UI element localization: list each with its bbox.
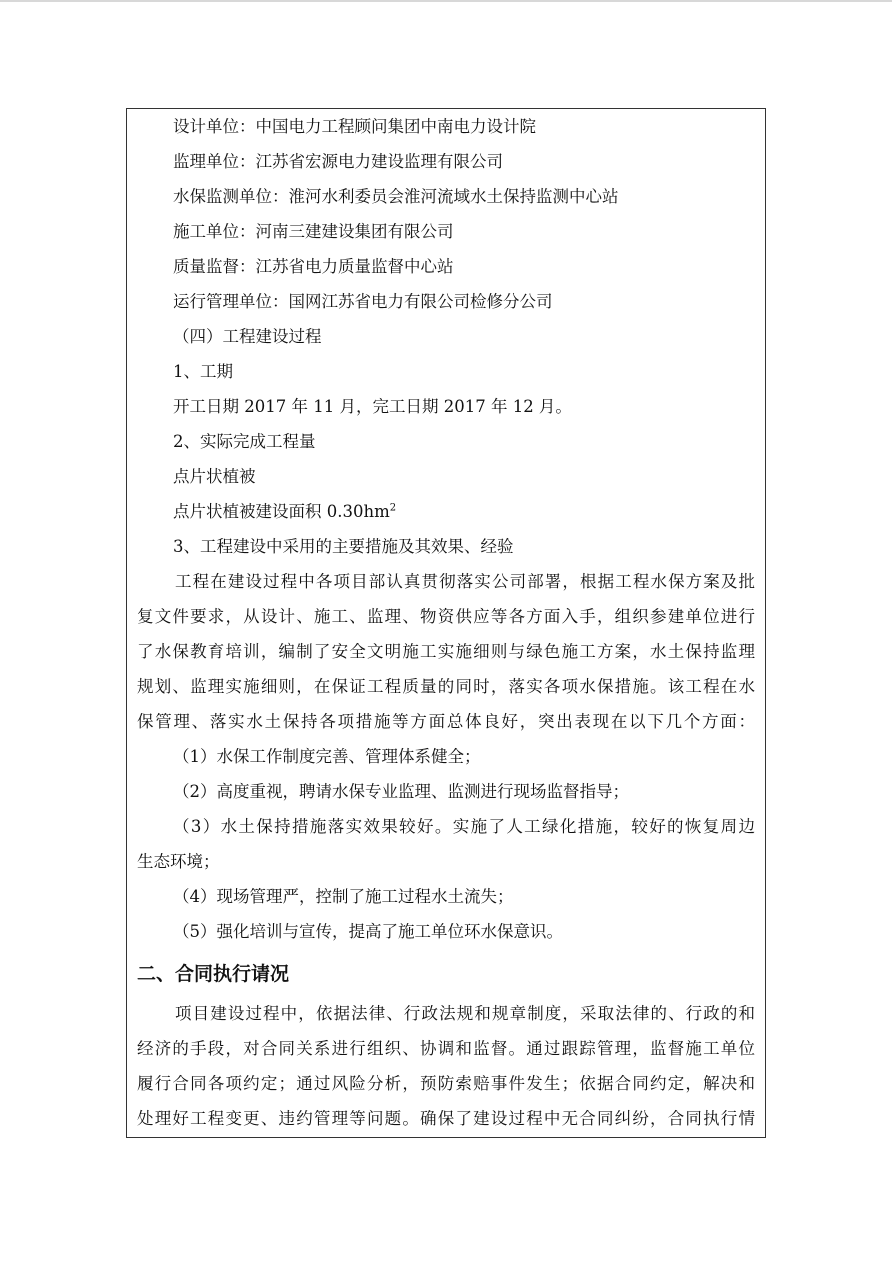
- construction-unit-line: 施工单位：河南三建建设集团有限公司: [173, 222, 454, 241]
- design-unit-line: 设计单位：中国电力工程顾问集团中南电力设计院: [173, 117, 536, 136]
- contract-para-line: 项目建设过程中，依据法律、行政法规和规章制度，采取法律的、行政的和: [175, 1004, 755, 1023]
- point-item: （2）高度重视，聘请水保专业监理、监测进行现场监督指导；: [173, 782, 629, 801]
- point-item-continued: 生态环境；: [137, 852, 220, 871]
- measures-para-line: 复文件要求，从设计、施工、监理、物资供应等各方面入手，组织参建单位进行: [137, 607, 755, 626]
- contract-para-line: 经济的手段，对合同关系进行组织、协调和监督。通过跟踪管理，监督施工单位: [137, 1039, 755, 1058]
- quantity-title: 2、实际完成工程量: [173, 432, 316, 451]
- quantity-item: 点片状植被: [173, 467, 256, 486]
- point-item: （4）现场管理严，控制了施工过程水土流失；: [173, 887, 514, 906]
- supervision-unit-line: 监理单位：江苏省宏源电力建设监理有限公司: [173, 152, 503, 171]
- quality-supervision-line: 质量监督：江苏省电力质量监督中心站: [173, 257, 454, 276]
- measures-title: 3、工程建设中采用的主要措施及其效果、经验: [173, 537, 514, 556]
- period-title: 1、工期: [173, 362, 233, 381]
- measures-para-line: 规划、监理实施细则，在保证工程质量的同时，落实各项水保措施。该工程在水: [137, 677, 755, 696]
- measures-para-line: 了水保教育培训，编制了安全文明施工实施细则与绿色施工方案，水土保持监理: [137, 642, 755, 661]
- point-item: （1）水保工作制度完善、管理体系健全；: [173, 747, 481, 766]
- quantity-area: 点片状植被建设面积 $0.30hm^2$: [173, 502, 397, 521]
- point-item: （5）强化培训与宣传，提高了施工单位环水保意识。: [173, 922, 563, 941]
- point-item: （3）水土保持措施落实效果较好。实施了人工绿化措施，较好的恢复周边: [173, 817, 755, 836]
- document-table-cell: [126, 108, 766, 1138]
- measures-para-line: 保管理、落实水土保持各项措施等方面总体良好，突出表现在以下几个方面：: [137, 712, 755, 731]
- contract-section-heading: 二、合同执行请况: [137, 963, 290, 985]
- contract-para-line: 履行合同各项约定；通过风险分析，预防索赔事件发生；依据合同约定，解决和: [137, 1074, 755, 1093]
- contract-para-line: 处理好工程变更、违约管理等问题。确保了建设过程中无合同纠纷，合同执行情: [137, 1109, 755, 1128]
- operation-unit-line: 运行管理单位：国网江苏省电力有限公司检修分公司: [173, 292, 553, 311]
- section4-title: （四）工程建设过程: [173, 327, 322, 346]
- monitoring-unit-line: 水保监测单位：淮河水利委员会淮河流域水土保持监测中心站: [173, 187, 619, 206]
- page-top-edge: [0, 0, 892, 2]
- measures-para-line: 工程在建设过程中各项目部认真贯彻落实公司部署，根据工程水保方案及批: [175, 572, 755, 591]
- period-text: 开工日期 2017 年 11 月，完工日期 2017 年 12 月。: [173, 397, 572, 416]
